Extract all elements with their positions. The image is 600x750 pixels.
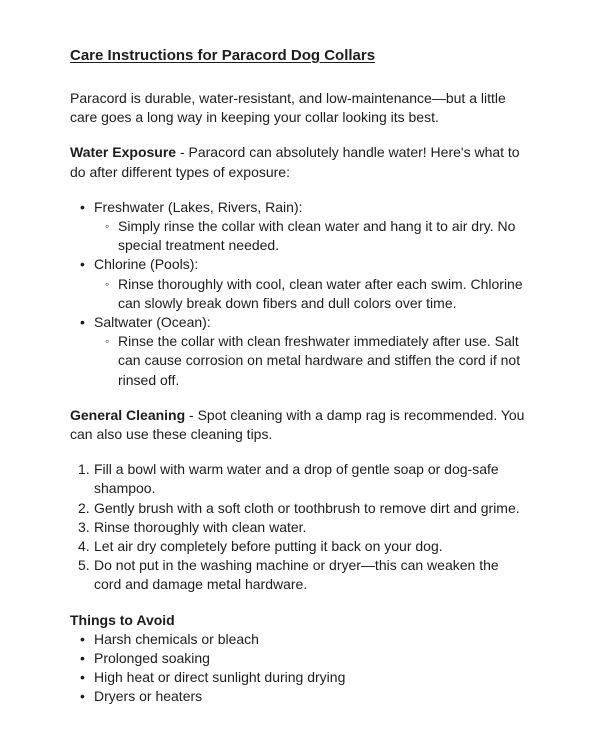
bullet-icon: • [80,198,85,215]
list-item-chlorine [70,255,528,274]
general-cleaning-text: - Spot cleaning with a damp rag is recommended. You can also use these cleaning tips. [70,406,525,443]
avoid-item-4 [70,687,528,706]
avoid-item-2 [70,649,528,668]
step-text: Fill a bowl with warm water and a drop of gentle soap or dog-safe shampoo. [94,461,499,497]
water-exposure-paragraph [70,143,528,181]
water-exposure-text: - Paracord can absolutely handle water! Here's what to do after different types of exposure: [70,144,520,180]
step-item-1 [70,460,528,498]
list-item-freshwater [70,198,528,217]
water-exposure-heading: Water Exposure [70,144,177,161]
step-number: 2. [78,499,90,516]
step-number: 1. [78,461,90,478]
general-cleaning-heading: General Cleaning [70,406,186,423]
avoid-item-text: Dryers or heaters [94,688,203,705]
bullet-icon: • [80,669,85,686]
list-item-label: Saltwater (Ocean): [94,314,211,331]
list-item-saltwater [70,313,528,332]
sub-bullet-icon: ◦ [105,276,110,291]
step-number: 4. [78,538,90,555]
cleaning-steps-list [70,460,528,594]
step-item-3 [70,518,528,537]
step-text: Do not put in the washing machine or dryer—this can weaken the cord and damage metal hardware. [94,557,499,593]
things-to-avoid-heading: Things to Avoid [70,611,175,628]
avoid-item-text: Harsh chemicals or bleach [94,630,259,647]
step-text: Rinse thoroughly with clean water. [94,518,307,535]
step-number: 3. [78,518,90,535]
list-subitem-text: Rinse thoroughly with cool, clean water after each swim. Chlorine can slowly break down fibers and dull colors over time. [118,275,523,311]
list-subitem-text: Simply rinse the collar with clean water and hang it to air dry. No special treatment needed. [118,218,516,254]
step-text: Gently brush with a soft cloth or toothbrush to remove dirt and grime. [94,499,520,516]
page-title: Care Instructions for Paracord Dog Collars [70,47,376,64]
general-cleaning-paragraph [70,406,528,444]
bullet-icon: • [80,650,85,667]
step-item-2 [70,499,528,518]
bullet-icon: • [80,688,85,705]
water-exposure-list [70,198,528,390]
list-item-label: Freshwater (Lakes, Rivers, Rain): [94,198,303,215]
sub-bullet-icon: ◦ [105,219,110,234]
bullet-icon: • [80,630,85,647]
list-subitem-freshwater-detail [70,217,528,255]
step-number: 5. [78,557,90,574]
list-subitem-chlorine-detail [70,275,528,313]
bullet-icon: • [80,314,85,331]
intro-paragraph: Paracord is durable, water-resistant, and low-maintenance—but a little care goes a long way in keeping your collar looking its best. [70,90,506,126]
avoid-item-text: High heat or direct sunlight during drying [94,669,346,686]
step-item-4 [70,537,528,556]
step-item-5 [70,556,528,594]
things-to-avoid-list [70,630,528,707]
list-item-label: Chlorine (Pools): [94,256,199,273]
avoid-item-text: Prolonged soaking [94,650,210,667]
sub-bullet-icon: ◦ [105,334,110,349]
list-subitem-text: Rinse the collar with clean freshwater immediately after use. Salt can cause corrosion on metal hardware and stiffen the cord if not rinsed off. [118,333,521,388]
avoid-item-1 [70,630,528,649]
bullet-icon: • [80,256,85,273]
step-text: Let air dry completely before putting it back on your dog. [94,538,443,555]
avoid-item-3 [70,668,528,687]
list-subitem-saltwater-detail [70,332,528,390]
